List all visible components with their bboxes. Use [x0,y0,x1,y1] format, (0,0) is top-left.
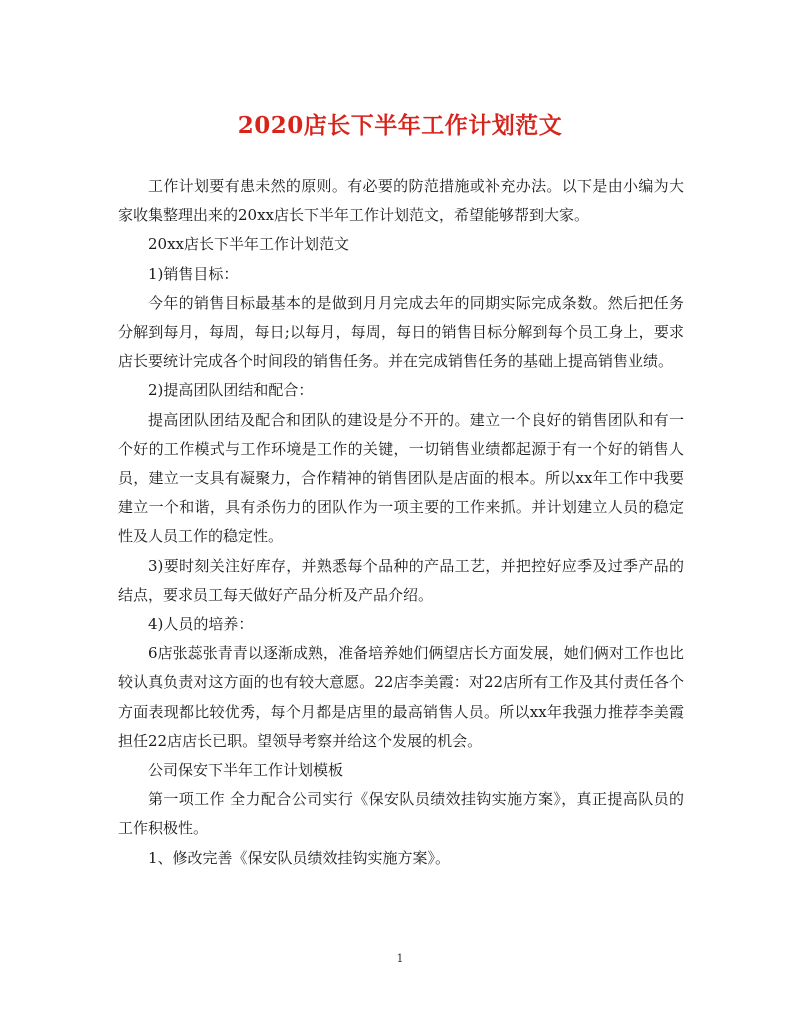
heading-staff-training: 4)人员的培养： [148,615,254,634]
document-title: 2020店长下半年工作计划范文 [237,112,563,139]
paragraph-sales-target: 今年的销售目标最基本的是做到月月完成去年的同期实际完成条数。然后把任务分解到每月，每周，每日;以每月，每周，每日的销售目标分解到每个员工身上，要求店长要统计完成各个时间段的销售任务。并在完成销售任务的基础上提高销售业绩。 [118,293,684,371]
heading-sales-target: 1)销售目标： [148,264,239,283]
paragraph-inventory: 3)要时刻关注好库存，并熟悉每个品种的产品工艺，并把控好应季及过季产品的结点，要求员工每天做好产品分析及产品介绍。 [118,556,684,604]
paragraph-staff-training: 6店张蕊张青青以逐渐成熟，准备培养她们俩望店长方面发展，她们俩对工作也比较认真负责对这方面的也有较大意愿。22店李美霞：对22店所有工作及其付责任各个方面表现都比较优秀，每个月都是店里的最高销售人员。所以xx年我强力推荐李美霞担任22店店长已职。望领导考察并给这个发展的机会。 [118,644,684,750]
paragraph-team-cooperation: 提高团队团结及配合和团队的建设是分不开的。建立一个良好的销售团队和有一个好的工作模式与工作环境是工作的关键，一切销售业绩都起源于有一个好的销售人员，建立一支具有凝聚力，合作精神的销售团队是店面的根本。所以xx年工作中我要建立一个和谐，具有杀伤力的团队作为一项主要的工作来抓。并计划建立人员的稳定性及人员工作的稳定性。 [118,410,684,546]
paragraph-subtitle: 20xx店长下半年工作计划范文 [148,235,350,254]
heading-team-cooperation: 2)提高团队团结和配合： [148,381,314,400]
paragraph-first-task: 第一项工作 全力配合公司实行《保安队员绩效挂钩实施方案》，真正提高队员的工作积极性。 [118,790,684,838]
paragraph-intro: 工作计划要有患未然的原则。有必要的防范措施或补充办法。以下是由小编为大家收集整理出来的20xx店长下半年工作计划范文，希望能够帮到大家。 [118,177,684,225]
document-body [118,172,684,873]
paragraph-task-item-1: 1、修改完善《保安队员绩效挂钩实施方案》。 [148,848,451,867]
heading-security-plan: 公司保安下半年工作计划模板 [148,761,344,780]
page-number: 1 [396,952,404,965]
